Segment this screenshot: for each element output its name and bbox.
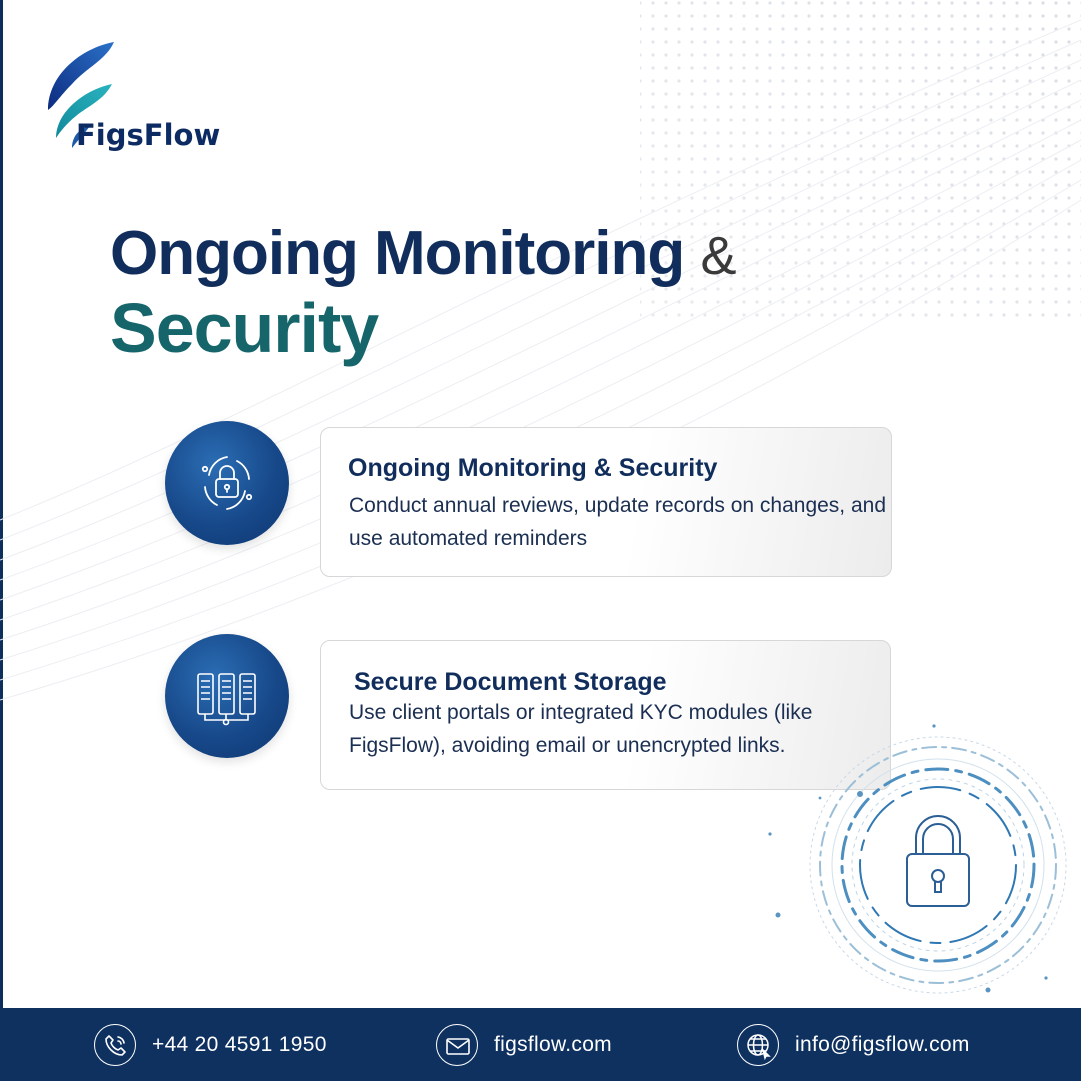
figsflow-logo	[46, 40, 236, 155]
title-line-1	[110, 219, 736, 288]
feature-1-icon-circle	[165, 421, 289, 545]
title-primary: Ongoing Monitoring	[110, 219, 685, 288]
feature-2-description: Use client portals or integrated KYC modules (like FigsFlow), avoiding email or unencrypted links.	[349, 701, 813, 757]
phone-number: +44 20 4591 1950	[152, 1032, 327, 1056]
server-icon	[165, 634, 289, 758]
page-title	[110, 219, 736, 367]
contact-email[interactable]	[737, 1008, 970, 1081]
website-url: figsflow.com	[494, 1032, 612, 1056]
title-ampersand: &	[700, 226, 736, 286]
envelope-icon	[436, 1024, 478, 1066]
feature-1-description: Conduct annual reviews, update records on changes, and use automated reminders	[349, 494, 887, 550]
globe-icon	[737, 1024, 779, 1066]
email-address: info@figsflow.com	[795, 1032, 970, 1056]
brand-name: FigsFlow	[76, 118, 221, 152]
feature-2-icon-circle	[165, 634, 289, 758]
padlock-icon	[165, 421, 289, 545]
lock-decoration-icon	[760, 720, 1080, 1008]
footer-contact-bar	[0, 1008, 1081, 1081]
contact-website[interactable]	[436, 1008, 612, 1081]
contact-phone[interactable]	[94, 1008, 327, 1081]
phone-icon	[94, 1024, 136, 1066]
title-line-2: Security	[110, 289, 379, 367]
feature-1-title: Ongoing Monitoring & Security	[348, 454, 718, 482]
feature-card-monitoring	[320, 427, 892, 577]
feature-2-title: Secure Document Storage	[354, 668, 667, 696]
